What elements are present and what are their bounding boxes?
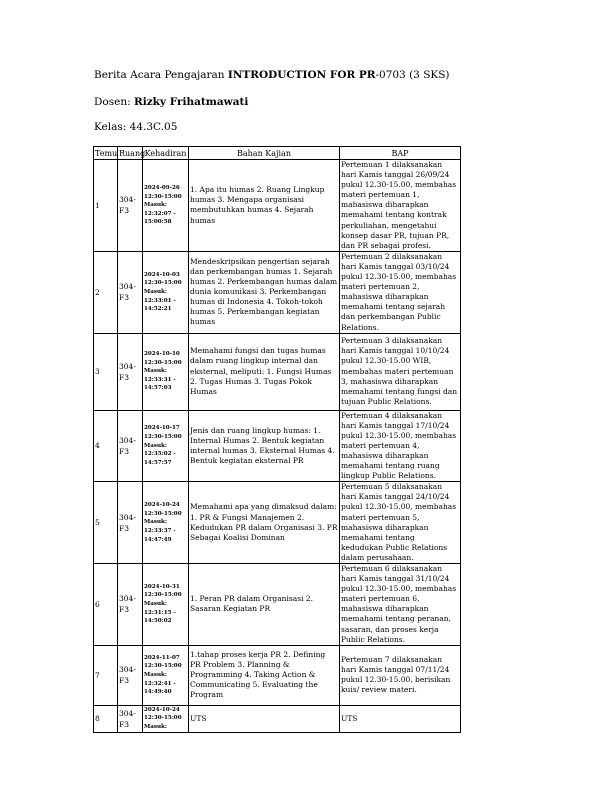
cell-ruang: 304-F3 [118, 705, 143, 732]
kehadiran-line: Masuk: [144, 288, 167, 295]
cell-temu: 8 [94, 705, 118, 732]
kehadiran-line: 14:49:40 [144, 689, 172, 696]
kehadiran-line: 12:30-15:00 [144, 193, 182, 200]
table-header-row [94, 147, 461, 160]
cell-ruang: 304-F3 [118, 160, 143, 252]
course-prefix: Berita Acara Pengajaran [94, 69, 228, 81]
cell-bahan-kajian: 1. Peran PR dalam Organisasi 2. Sasaran Kegiatan PR [189, 564, 340, 646]
cell-bap: Pertemuan 6 dilaksanakan hari Kamis tanggal 31/10/24 pukul 12.30-15.00, membahas materi pertemuan 6, mahasiswa diharapkan memahami tentang peranan, sasaran, dan proses kerja Public Relations. [340, 564, 461, 646]
kehadiran-line: 15:00:58 [144, 219, 172, 226]
kehadiran-line: 12:30-15:00 [144, 434, 182, 441]
kehadiran-line: 2024-09-26 [144, 184, 180, 191]
cell-bap: Pertemuan 2 dilaksanakan hari Kamis tanggal 03/10/24 pukul 12.30-15.00, membahas materi pertemuan 2, mahasiswa diharapkan memahami tentang sejarah dan perkembangan Public Relations. [340, 251, 461, 333]
table-row [94, 333, 461, 410]
cell-kehadiran [143, 705, 189, 732]
kehadiran-line: Masuk: [144, 519, 167, 526]
table-body [94, 160, 461, 733]
cell-ruang: 304-F3 [118, 333, 143, 410]
cell-bahan-kajian: 1.tahap proses kerja PR 2. Defining PR Problem 3. Planning & Programming 4. Taking Action & Communicating 5. Evaluating the Program [189, 645, 340, 705]
kehadiran-line: 2024-11-07 [144, 654, 180, 661]
kehadiran-line: 14:47:49 [144, 536, 172, 543]
kehadiran-line: 12:33:01 - [144, 297, 176, 304]
cell-bap: Pertemuan 5 dilaksanakan hari Kamis tanggal 24/10/24 pukul 12.30-15.00, membahas materi pertemuan 5, mahasiswa diharapkan memahami tentang kedudukan Public Relations dalam perusahaan. [340, 482, 461, 564]
col-header-temu: Temu [95, 148, 118, 158]
cell-kehadiran [143, 645, 189, 705]
cell-temu: 6 [94, 564, 118, 646]
kehadiran-line: 2024-10-24 [144, 706, 180, 713]
cell-temu: 1 [94, 160, 118, 252]
cell-kehadiran [143, 333, 189, 410]
kehadiran-line: 2024-10-24 [144, 502, 180, 509]
cell-kehadiran [143, 482, 189, 564]
col-header-ruang: Ruang [119, 148, 146, 158]
cell-ruang: 304-F3 [118, 482, 143, 564]
col-header-kehadiran: Kehadiran [143, 147, 189, 160]
table-row [94, 564, 461, 646]
kehadiran-line: 12:30-15:00 [144, 663, 182, 670]
lecturer-label: Dosen: [94, 96, 134, 108]
cell-ruang: 304-F3 [118, 645, 143, 705]
attendance-table [93, 146, 461, 733]
kehadiran-line: 14:57:03 [144, 385, 172, 392]
kehadiran-line: Masuk: [144, 202, 167, 209]
course-heading [94, 69, 450, 81]
kehadiran-line: 12:33:37 - [144, 527, 176, 534]
class-line: Kelas: 44.3C.05 [94, 121, 178, 133]
kehadiran-line: Masuk: [144, 442, 167, 449]
cell-temu: 7 [94, 645, 118, 705]
cell-kehadiran [143, 251, 189, 333]
kehadiran-line: Masuk: [144, 671, 167, 678]
kehadiran-line: 2024-10-10 [144, 351, 180, 358]
cell-bap: UTS [340, 705, 461, 732]
cell-bap: Pertemuan 4 dilaksanakan hari Kamis tanggal 17/10/24 pukul 12.30-15.00, membahas materi pertemuan 4, mahasiswa diharapkan memahami tentang ruang lingkup Public Relations. [340, 410, 461, 482]
kehadiran-line: 12:30-15:00 [144, 359, 182, 366]
col-header-bahan-kajian: Bahan Kajian [189, 147, 340, 160]
kehadiran-line: 12:32:07 - [144, 210, 176, 217]
cell-temu: 3 [94, 333, 118, 410]
table-row [94, 705, 461, 732]
table-row [94, 410, 461, 482]
kehadiran-line: 14:50:02 [144, 618, 172, 625]
lecturer-line [94, 96, 248, 108]
table-row [94, 251, 461, 333]
kehadiran-line: 2024-10-03 [144, 271, 180, 278]
table-row [94, 482, 461, 564]
lecturer-name: Rizky Frihatmawati [133, 96, 249, 108]
cell-ruang: 304-F3 [118, 564, 143, 646]
table-row [94, 645, 461, 705]
cell-kehadiran [143, 564, 189, 646]
kehadiran-line: 12:30-15:00 [144, 592, 182, 599]
kehadiran-line: 12:30-15:00 [144, 510, 182, 517]
kehadiran-line: 2024-10-17 [144, 425, 180, 432]
cell-bahan-kajian: Jenis dan ruang lingkup humas: 1. Internal Humas 2. Bentuk kegiatan internal humas 3. Eksternal Humas 4. Bentuk kegiatan eksternal PR [189, 410, 340, 482]
course-code: -0703 (3 SKS) [375, 69, 450, 81]
kehadiran-line: 12:30-15:00 [144, 280, 182, 287]
kehadiran-line: 12:32:41 - [144, 680, 176, 687]
cell-bahan-kajian: Memahami fungsi dan tugas humas dalam ruang lingkup internal dan eksternal, meliputi: 1. Fungsi Humas 2. Tugas Humas 3. Tugas Pokok Humas [189, 333, 340, 410]
cell-bahan-kajian: Mendeskripsikan pengertian sejarah dan perkembangan humas 1. Sejarah humas 2. Perkembangan humas dalam dunia komunikasi 3. Perkembangan humas di Indonesia 4. Tokoh-tokoh humas 5. Perkembangan kegiatan humas [189, 251, 340, 333]
kehadiran-line: 12:30-15:00 [144, 715, 182, 722]
cell-kehadiran [143, 410, 189, 482]
cell-kehadiran [143, 160, 189, 252]
cell-bahan-kajian: 1. Apa itu humas 2. Ruang Lingkup humas 3. Mengapa organisasi membutuhkan humas 4. Sejarah humas [189, 160, 340, 252]
cell-ruang: 304-F3 [118, 410, 143, 482]
kehadiran-line: 2024-10-31 [144, 583, 180, 590]
kehadiran-line: 14:57:57 [144, 459, 172, 466]
cell-temu: 5 [94, 482, 118, 564]
kehadiran-line: 12:35:02 - [144, 451, 176, 458]
cell-temu: 4 [94, 410, 118, 482]
cell-bahan-kajian: UTS [189, 705, 340, 732]
kehadiran-line: 12:31:15 - [144, 609, 176, 616]
cell-ruang: 304-F3 [118, 251, 143, 333]
course-title: INTRODUCTION FOR PR [227, 69, 376, 81]
cell-bap: Pertemuan 3 dilaksanakan hari Kamis tanggal 10/10/24 pukul 12.30-15.00 WIB, membahas materi pertemuan 3, mahasiswa diharapkan memahami tentang fungsi dan tujuan Public Relations. [340, 333, 461, 410]
kehadiran-line: 12:33:31 - [144, 376, 176, 383]
kehadiran-line: 14:52:21 [144, 306, 172, 313]
cell-bap: Pertemuan 7 dilaksanakan hari Kamis tanggal 07/11/24 pukul 12.30-15.00, berisikan kuis/ review materi. [340, 645, 461, 705]
kehadiran-line: Masuk: [144, 601, 167, 608]
col-header-bap: BAP [340, 147, 461, 160]
cell-bap: Pertemuan 1 dilaksanakan hari Kamis tanggal 26/09/24 pukul 12.30-15.00, membahas materi pertemuan 1, mahasiswa diharapkan memahami tentang kontrak perkuliahan, mengetahui konsep dasar PR, tujuan PR, dan PR sebagai profesi. [340, 160, 461, 252]
cell-temu: 2 [94, 251, 118, 333]
kehadiran-line: Masuk: [144, 368, 167, 375]
kehadiran-line: Masuk: [144, 723, 167, 730]
cell-bahan-kajian: Memahami apa yang dimaksud dalam: 1. PR & Fungsi Manajemen 2. Kedudukan PR dalam Organisasi 3. PR Sebagai Koalisi Dominan [189, 482, 340, 564]
table-row [94, 160, 461, 252]
